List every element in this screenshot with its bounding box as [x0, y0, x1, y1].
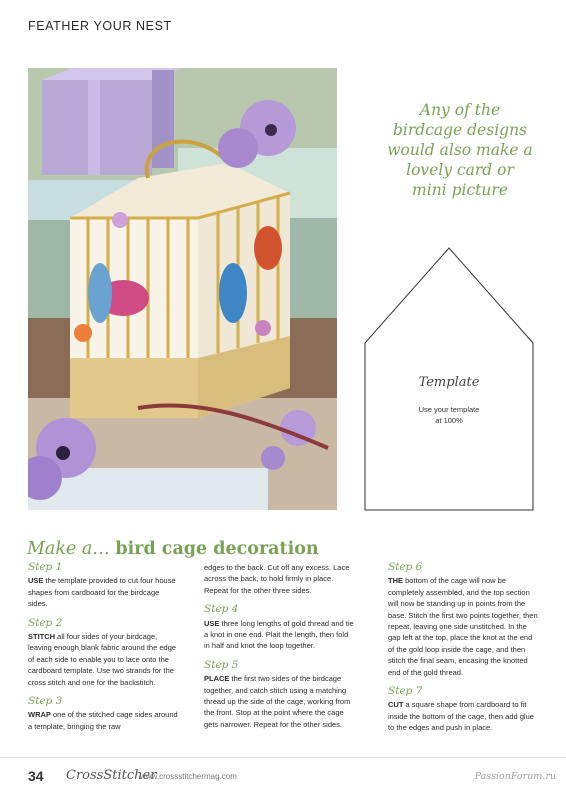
step-text: one of the stitched cage sides around a template, bringing the raw	[28, 710, 178, 731]
template-note-line: Use your template	[418, 405, 480, 414]
step-title: Step 2	[28, 616, 63, 629]
brand-logo: CrossStitcher	[66, 768, 157, 783]
step-text: three long lengths of gold thread and tie a knot in one end. Plait the length, then fold in half and knot the loop together.	[204, 618, 354, 651]
step-body	[388, 699, 540, 733]
step-lead: USE	[28, 576, 44, 586]
birdcage-photo	[28, 68, 337, 510]
step-text: bottom of the cage will now be completely assembled, and the top section will now be standing up in points from the base. Stitch the first two points together, then repeat, leaving one side unstitched. In the gap left at the top, place the knot at the end of the gold loop inside the cage, and then stitch the final seam, encasing the knotted end of the gold thread.	[388, 576, 538, 677]
step-lead: STITCH	[28, 632, 56, 642]
step-title: Step 5	[204, 658, 239, 671]
step-text: the template provided to cut four house shapes from cardboard for the birdcage sides.	[28, 576, 176, 609]
step-text: the first two sides of the birdcage together, and catch stitch using a matching thread up the side of the cage, working from the front. Stop at the point where the cage gets narrower. Repeat for the other sides.	[204, 674, 351, 729]
caption-line: Any of the	[419, 101, 501, 119]
watermark: PassionForum.ru	[474, 771, 556, 782]
step-title: Step 7	[388, 685, 423, 698]
template-note	[400, 404, 498, 426]
caption-line: would also make a	[387, 141, 533, 159]
caption-line: lovely card or	[406, 161, 514, 179]
template-title: Template	[418, 375, 480, 390]
step-text: all four sides of your birdcage, leaving enough blank fabric around the edge of each side to enable you to lace onto the cardboard template. Use two strands for the cross stitch and one for the backstitch.	[28, 632, 177, 687]
page-number: 34	[28, 768, 44, 784]
headline-lead: Make a…	[27, 539, 116, 559]
step-title: Step 1	[28, 561, 63, 573]
template-note-line: at 100%	[435, 416, 463, 425]
footer-divider	[0, 757, 566, 758]
step-lead: PLACE	[204, 674, 230, 684]
step-lead: THE	[388, 576, 403, 586]
step-body	[204, 673, 356, 730]
instructions-column-2	[204, 562, 356, 738]
step-text: a square shape from cardboard to fit inside the bottom of the cage, then add glue to the edges and push in place.	[388, 700, 534, 733]
step-body	[28, 575, 180, 609]
instructions-column-3	[388, 562, 540, 742]
step-continuation: edges to the back. Cut off any excess. Lace across the back, to hold firmly in place. Repeat for the other three sides.	[204, 563, 350, 595]
article-headline	[27, 538, 319, 559]
step-title: Step 3	[28, 695, 63, 708]
caption-text	[370, 100, 550, 200]
caption-line: mini picture	[412, 181, 508, 199]
step-body	[388, 575, 540, 678]
step-body	[28, 709, 180, 732]
headline-title: bird cage decoration	[115, 539, 319, 559]
caption-line: birdcage designs	[392, 121, 528, 139]
step-title: Step 6	[388, 561, 423, 573]
step-body	[204, 618, 356, 652]
step-title: Step 4	[204, 603, 239, 616]
instructions-column-1	[28, 562, 180, 740]
step-body	[28, 631, 180, 688]
section-label: FEATHER YOUR NEST	[28, 19, 172, 33]
website-url[interactable]: www.crossstitchermag.com	[140, 772, 237, 781]
step-lead: WRAP	[28, 710, 51, 720]
step-lead: USE	[204, 618, 220, 628]
step-lead: CUT	[388, 700, 404, 710]
